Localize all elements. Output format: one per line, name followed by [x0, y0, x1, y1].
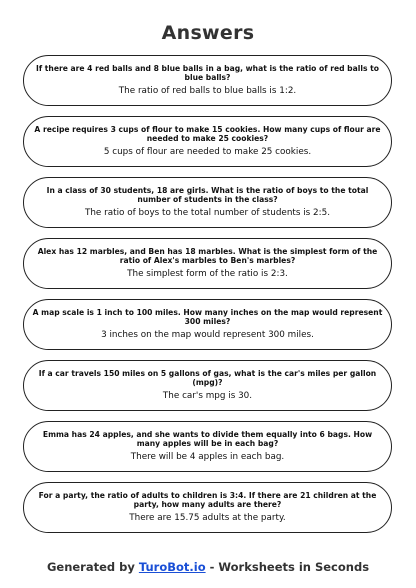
question-text: Alex has 12 marbles, and Ben has 18 marbles. What is the simplest form of the ratio of Alex's marbles to Ben's marbles?	[37, 247, 378, 265]
answer-text: The ratio of red balls to blue balls is 1:2.	[118, 86, 297, 96]
footer-suffix: - Worksheets in Seconds	[205, 560, 370, 574]
answer-card	[23, 55, 392, 106]
question-text: A recipe requires 3 cups of flour to make 15 cookies. How many cups of flour are needed to make 25 cookies?	[34, 125, 381, 143]
answer-text: The car's mpg is 30.	[162, 391, 253, 401]
turobot-link[interactable]: TuroBot.io	[138, 560, 206, 574]
answer-text: The ratio of boys to the total number of students is 2:5.	[84, 208, 331, 218]
answer-text: 5 cups of flour are needed to make 25 cookies.	[103, 147, 312, 157]
answer-card	[23, 421, 392, 472]
question-text: If there are 4 red balls and 8 blue balls in a bag, what is the ratio of red balls to blue balls?	[36, 64, 379, 82]
answer-card	[23, 360, 392, 411]
question-text: For a party, the ratio of adults to children is 3:4. If there are 21 children at the party, how many adults are there?	[38, 491, 377, 509]
question-text: Emma has 24 apples, and she wants to divide them equally into 6 bags. How many apples will be in each bag?	[42, 430, 373, 448]
answer-card	[23, 116, 392, 167]
answer-card	[23, 299, 392, 350]
answer-text: There are 15.75 adults at the party.	[129, 513, 286, 523]
question-text: In a class of 30 students, 18 are girls. What is the ratio of boys to the total number of students in the class?	[46, 186, 369, 204]
answer-text: There will be 4 apples in each bag.	[130, 452, 285, 462]
answer-list	[23, 55, 392, 543]
footer-prefix: Generated by	[46, 560, 139, 574]
answer-text: 3 inches on the map would represent 300 miles.	[101, 330, 314, 340]
question-text: A map scale is 1 inch to 100 miles. How many inches on the map would represent 300 miles?	[32, 308, 383, 326]
answer-card	[23, 177, 392, 228]
page-title: Answers	[161, 22, 255, 44]
footer	[0, 560, 416, 574]
question-text: If a car travels 150 miles on 5 gallons of gas, what is the car's miles per gallon (mpg)?	[38, 369, 377, 387]
answer-text: The simplest form of the ratio is 2:3.	[127, 269, 288, 279]
answer-card	[23, 482, 392, 533]
answer-card	[23, 238, 392, 289]
